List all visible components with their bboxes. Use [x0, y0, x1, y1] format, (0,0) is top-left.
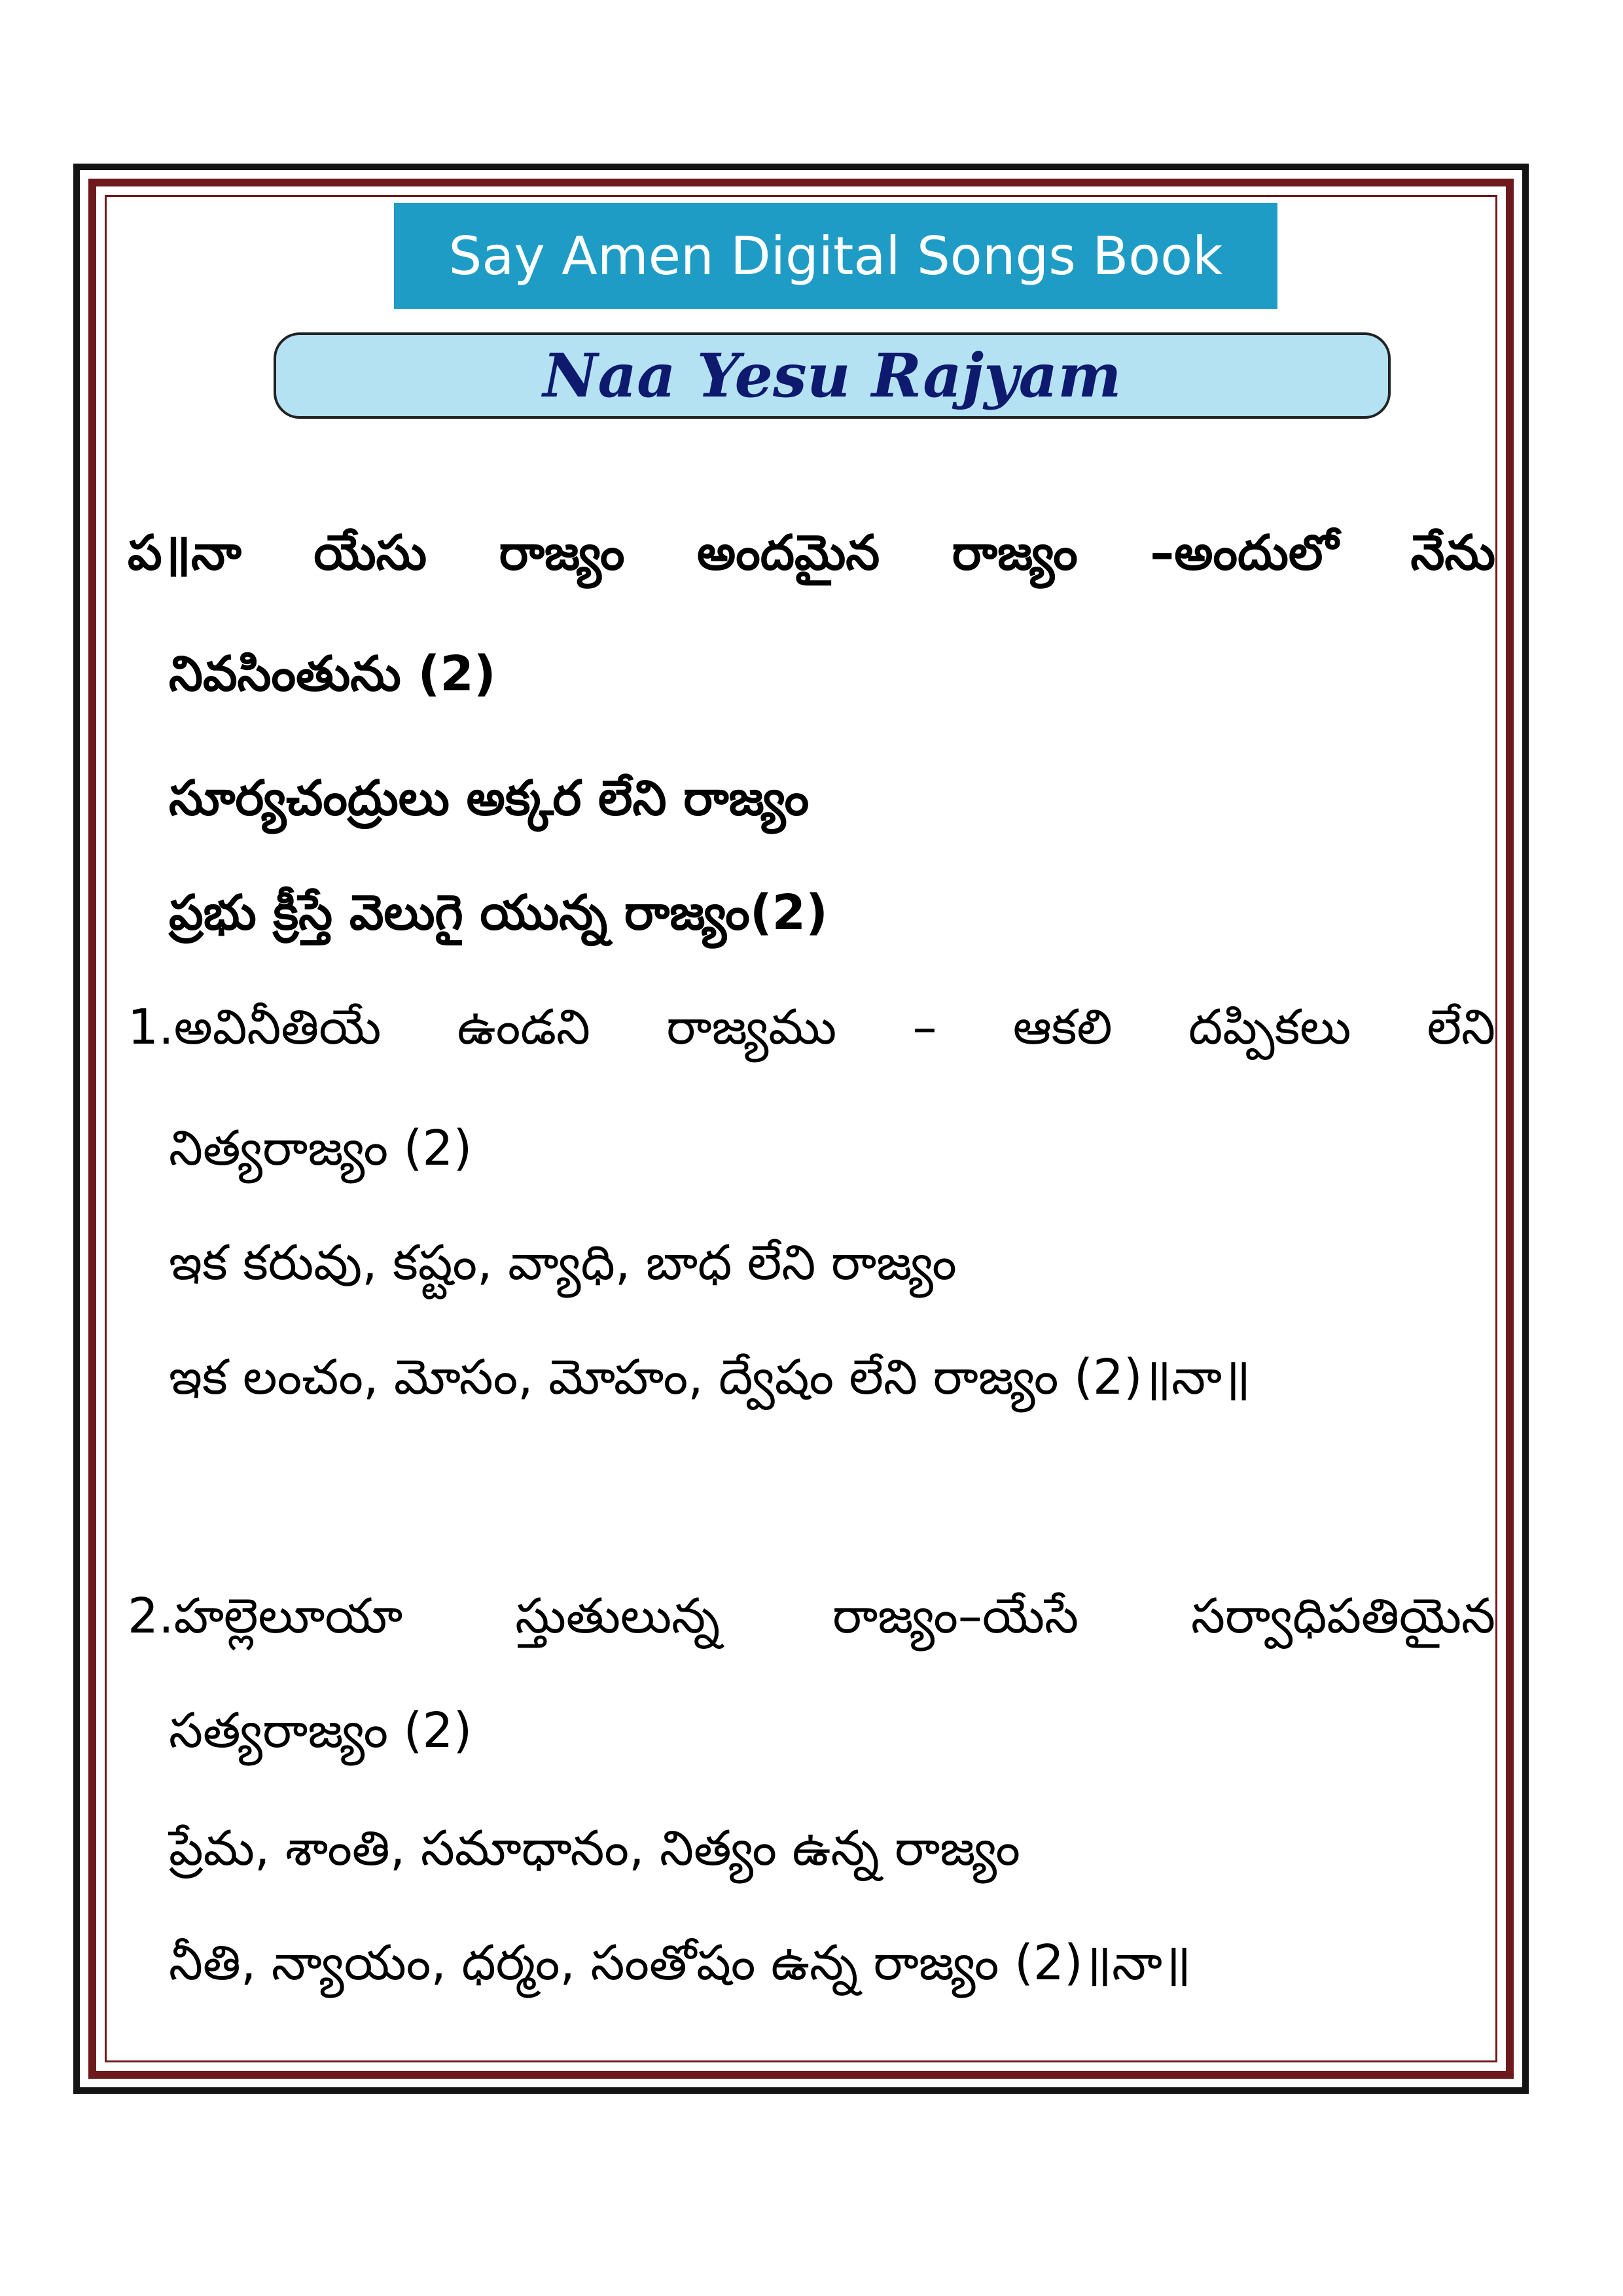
song-title: Naa Yesu Rajyam	[543, 340, 1122, 411]
stanza2-line-2: సత్యరాజ్యం (2)	[169, 1703, 473, 1759]
stanza1-line-3: ఇక కరువు, కష్టం, వ్యాధి, బాధ లేని రాజ్యం	[169, 1235, 957, 1291]
songbook-banner: Say Amen Digital Songs Book	[394, 203, 1277, 309]
stanza1-line-4: ఇక లంచం, మోసం, మోహం, ద్వేషం లేని రాజ్యం (2)॥నా॥	[169, 1349, 1251, 1405]
song-title-box	[274, 332, 1391, 419]
pallavi-line-1: ప॥నా యేసు రాజ్యం అందమైన రాజ్యం –అందులో నేను	[128, 525, 1495, 581]
stanza2-line-1: 2.హల్లెలూయా స్తుతులున్న రాజ్యం–యేసే సర్వాధిపతియైన	[128, 1588, 1495, 1644]
pallavi-line-3: సూర్యచంద్రులు అక్కర లేని రాజ్యం	[169, 770, 810, 826]
pallavi-line-2: నివసింతును (2)	[169, 646, 496, 702]
stanza1-line-2: నిత్యరాజ్యం (2)	[169, 1120, 473, 1176]
pallavi-line-4: ప్రభు క్రీస్తే వెలుగై యున్న రాజ్యం(2)	[169, 885, 828, 941]
stanza1-line-1: 1.అవినీతియే ఉండని రాజ్యము – ఆకలి దప్పికలు లేని	[128, 999, 1495, 1055]
stanza2-line-3: ప్రేమ, శాంతి, సమాధానం, నిత్యం ఉన్న రాజ్యం	[169, 1820, 1020, 1877]
stanza2-line-4: నీతి, న్యాయం, ధర్మం, సంతోషం ఉన్న రాజ్యం (2)॥నా॥	[169, 1935, 1192, 1991]
